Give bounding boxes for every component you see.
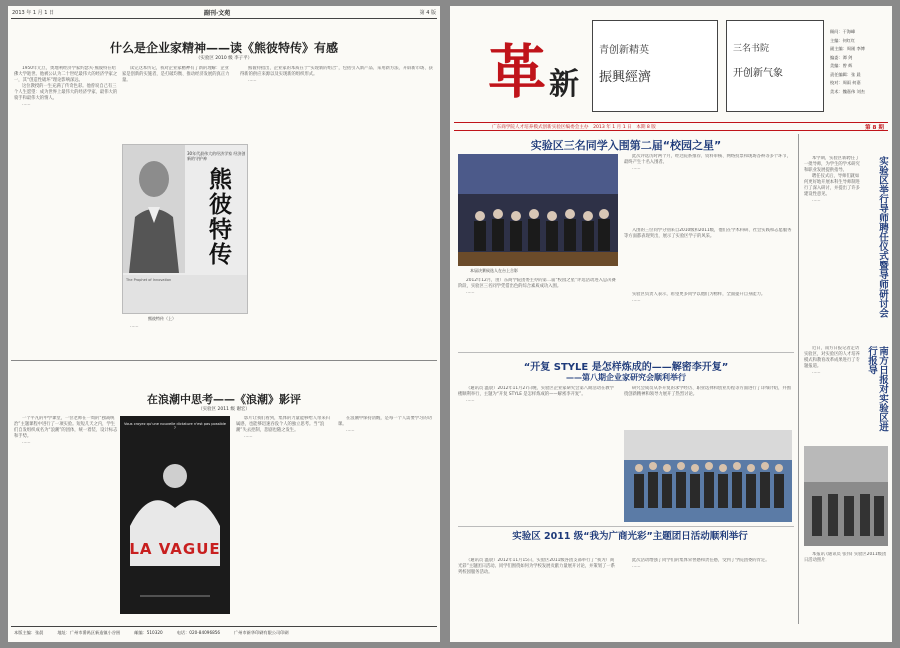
- style-title: “开复 STYLE 是怎样炼成的——解密李开复”: [523, 362, 729, 373]
- article1-para1: 1950年元旦，奥地利经济学家约瑟夫·熊彼特在哈佛大学逝世。他被公认为二十世纪最伟大的经济学家之一，其“创造性破坏”理论影响深远。: [14, 66, 118, 83]
- side-footnote: [804, 552, 888, 632]
- side2-body: 近日，南方日报记者走访实验区，对实验区的人才培养模式和教育改革成果进行了专题报道。 ……: [804, 346, 862, 426]
- style-column-2: [624, 386, 792, 426]
- footer-phone: 电话：020-84096856: [176, 630, 221, 635]
- lead-title: 实验区三名同学入围第二届“校园之星”: [530, 139, 722, 152]
- side1-body: 本学期，实验区新聘任了一批导师，为学生的学术研究和职业发展提供指导。 聘任仪式后，导师们就如何更好地开展本科生导师制进行了深入研讨，并提出了许多建设性意见。 ……: [804, 156, 862, 326]
- lead-column-2-mid: [624, 228, 792, 288]
- article1-byline: （实验区 2010 级 李子平）: [195, 56, 253, 61]
- style-para2: 研究会成员从李开复的求学经历、职业选择和创业历程等方面进行了详细介绍，并围绕创新精神和领导力展开了热烈讨论。: [624, 386, 791, 397]
- article1-title: 什么是企业家精神——读《熊彼特传》有感: [109, 41, 338, 55]
- masthead-char-1: 革: [487, 38, 546, 106]
- bottom-para2: 此次活动增强了同学们的集体荣誉感和责任感，受到了学院团委的肯定。: [632, 558, 770, 563]
- lead-column-1: 2012年12月，由广东商学院团委主办的第二届“校园之星”评选活动进入总决赛阶段，实验区三名同学凭借出色的综合素质成功入围。 ……: [458, 278, 618, 350]
- side1-para2: 聘任仪式后，导师们就如何更好地开展本科生导师制进行了深入研讨，并提出了许多建设性意见。: [804, 174, 860, 197]
- side-footnote-text: 本报讯 (通讯员 张伟) 实验区2011级团日活动照片: [804, 552, 887, 563]
- side1-para1: 本学期，实验区新聘任了一批导师，为学生的学术研究和职业发展提供指导。: [804, 156, 860, 173]
- staff-line: 美术：魏嘉伟 刘杰: [830, 88, 865, 94]
- footer-printer: 广州市新华印刷有限公司印刷: [234, 630, 289, 635]
- lead-para1: 2012年12月，由广东商学院团委主办的第二届“校园之星”评选活动进入总决赛阶段，实验区三名同学凭借出色的综合素质成功入围。: [458, 278, 616, 289]
- side2-title: 南方日报对实验区进行报导: [866, 346, 888, 432]
- article2-title: 在浪潮中思考——《浪潮》影评: [147, 393, 301, 406]
- style-subtitle: ——第八期企业家研究会顺利举行: [566, 373, 686, 382]
- lead-photo: [458, 154, 618, 266]
- footer-postcode: 邮编：510320: [134, 630, 163, 635]
- lead-para3: 入围的三位同学分别来自2010级和2011级，他们在学术科研、社会实践和志愿服务等方面都表现突出，展示了实验区学子的风采。: [624, 228, 792, 239]
- article1-column-3: 熊彼特指出，企业家的本质在于“实现新的组合”，包括引入新产品、采用新方法、开辟新市场、获得新的供应来源以及实现新的组织形式。 ……: [240, 66, 433, 83]
- masthead-char-2: 新: [549, 67, 579, 102]
- bottom-column-1: [458, 558, 618, 632]
- lead-para4: 实验区负责人表示，希望更多同学以他们为榜样，全面提升自身能力。: [632, 292, 766, 297]
- side2-para1: 近日，南方日报记者走访实验区，对实验区的人才培养模式和教育改革成果进行了专题报道。: [804, 346, 860, 369]
- lead-para2: 此次评选历时两个月，经过院系推荐、资料审核、网络投票和现场答辩等多个环节，最终产生十名入围者。: [624, 154, 791, 165]
- style-photo-art: [624, 430, 792, 522]
- portrait-block: [123, 145, 185, 273]
- portrait-figure: [123, 145, 185, 273]
- article1-column-1: 1950年元旦，奥地利经济学家约瑟夫·熊彼特在哈佛大学逝世。他被公认为二十世纪最伟大的经济学家之一，其“创造性破坏”理论影响深远。 这位教授的一生充满了传奇色彩。他曾说自己有三个人生愿望：成为世界上最伟大的经济学家、最伟大的骑手和最伟大的情人。 ……: [14, 66, 118, 107]
- footer-address: 地址：广州市番禺区新造镇小谷围: [57, 630, 121, 635]
- calligraphy1-line2: 振興經濟: [599, 70, 652, 85]
- footer-editor: 本版主编：张晨: [14, 630, 44, 635]
- article2-column-4: 在浪潮中保持清醒，是每一个人需要学习的功课。 ……: [338, 416, 434, 620]
- staff-list: [830, 28, 890, 96]
- book-cover-image: [122, 144, 248, 314]
- lead-photo-caption: 本届决赛候选人在台上合影: [470, 268, 518, 273]
- style-photo: [624, 430, 792, 522]
- staff-line: 校对：周雨 何嘉: [830, 80, 861, 85]
- side-photo-art: [804, 446, 888, 546]
- calligraphy2-line1: 三名书院: [733, 44, 770, 54]
- lead-column-2-top: 此次评选历时两个月，经过院系推荐、资料审核、网络投票和现场答辩等多个环节，最终产生十名入围者。 ……: [624, 154, 791, 171]
- staff-line: 顾问：于海峰: [830, 29, 856, 34]
- article1-para3: 读完这本传记，我对企业家精神有了新的理解：企业家是创新的实施者，是打破均衡、推动经济发展的真正力量。: [122, 66, 230, 83]
- staff-line: 主编：何红红: [830, 37, 856, 43]
- book-subtitle: 30年代最伟大的经济学家 经济创新的守护神: [187, 151, 246, 161]
- calligraphy1-line1: 青创新精英: [599, 45, 649, 56]
- poster-art: [120, 416, 230, 614]
- poster-title: LA VAGUE: [129, 540, 221, 558]
- left-page-footer: [14, 630, 434, 636]
- article1-column-2-bottom: ……: [130, 324, 139, 329]
- article1-column-2-top: [122, 66, 232, 142]
- article2-para2: 影片让我们看到，集体的力量能够给人带来归属感，也能够迅速吞没个人的独立思考。当“浪潮”失去控制，悲剧也随之发生。: [236, 416, 330, 433]
- banner-issue: 第 8 期: [865, 125, 884, 131]
- staff-line: 美编：曾 辉: [830, 63, 853, 68]
- style-para1: （通讯员 温晨）2012年11月27日晚，实验区企业家研究会第八期活动在教学楼顺利举行，主题为“开复 STYLE 是怎样炼成的——解密李开复”。: [458, 386, 614, 397]
- left-page-date: 2013 年 1 月 1 日: [12, 10, 55, 16]
- style-column-1: （通讯员 温晨）2012年11月27日晚，实验区企业家研究会第八期活动在教学楼顺利举行，主题为“开复 STYLE 是怎样炼成的——解密李开复”。 ……: [458, 386, 618, 520]
- calligraphy2-line2: 开创新气象: [733, 68, 783, 79]
- article2-para3: 在浪潮中保持清醒，是每一个人需要学习的功课。: [338, 416, 432, 427]
- banner-text: 广东商学院人才培养模式创新实验区编委会主办 2013 年 1 月 1 日 本期 8 版: [492, 125, 656, 130]
- book-title: 熊彼特传: [205, 167, 231, 267]
- calligraphy-box-1: [592, 20, 718, 112]
- banner-bar: [454, 122, 888, 131]
- staff-line: 编委：谭 剑: [830, 54, 853, 60]
- book-caption: 熊彼特传（上）: [148, 316, 176, 321]
- left-page-number: 第 4 版: [419, 10, 436, 16]
- lead-photo-art: [458, 154, 618, 266]
- lead-column-2-bottom: 实验区负责人表示，希望更多同学以他们为榜样，全面提升自身能力。 ……: [624, 292, 792, 350]
- side-photo: [804, 446, 888, 546]
- left-newspaper-page: [8, 6, 440, 642]
- article2-column-1: 一个平凡的中学课堂，一位老师在一周的“独裁统治”主题课程中进行了一项实验。短短几天之内，学生们自发组织成名为“浪潮”的团体，统一着装、设计标志和手势。 ……: [14, 416, 118, 445]
- staff-line: 责任编辑：张 晨: [830, 71, 861, 77]
- article2-byline: （实验区 2011 级 谢宏）: [198, 407, 250, 412]
- bottom-title: 实验区 2011 级“我为广商光彩”主题团日活动顺利举行: [512, 531, 748, 542]
- article1-para2: 这位教授的一生充满了传奇色彩。他曾说自己有三个人生愿望：成为世界上最伟大的经济学家、最伟大的骑手和最伟大的情人。: [14, 84, 118, 101]
- movie-poster-image: [120, 416, 230, 614]
- left-page-section: 副刊·文苑: [204, 10, 231, 17]
- side1-title: 实验区举行导师聘任仪式暨导师研讨会: [877, 156, 888, 318]
- book-publisher-strip: The Prophet of Innovation: [123, 275, 247, 313]
- article2-para1: 一个平凡的中学课堂，一位老师在一周的“独裁统治”主题课程中进行了一项实验。短短几天之内，学生们自发组织成名为“浪潮”的团体，统一着装、设计标志和手势。: [14, 416, 118, 439]
- staff-line: 副主编：周刚 李博: [830, 46, 865, 51]
- bottom-para1: （通讯员 温晨）2012年11月15日，实验区2011级各团支部举行了“我为广商光彩”主题团日活动。同学们围绕如何为学校发展贡献力量展开讨论，并策划了一系列校园服务活动。: [458, 558, 615, 575]
- article2-column-3: 影片让我们看到，集体的力量能够给人带来归属感，也能够迅速吞没个人的独立思考。当“浪潮”失去控制，悲剧也随之发生。 ……: [236, 416, 332, 620]
- calligraphy-box-2: [726, 20, 824, 112]
- bottom-column-2: 此次活动增强了同学们的集体荣誉感和责任感，受到了学院团委的肯定。 ……: [624, 558, 792, 632]
- poster-quote: Vous croyez qu'une nouvelle dictature n'est pas possible ?: [124, 422, 226, 430]
- article1-para4: 熊彼特指出，企业家的本质在于“实现新的组合”，包括引入新产品、采用新方法、开辟新市场、获得新的供应来源以及实现新的组织形式。: [240, 66, 433, 77]
- right-newspaper-page: [450, 6, 892, 642]
